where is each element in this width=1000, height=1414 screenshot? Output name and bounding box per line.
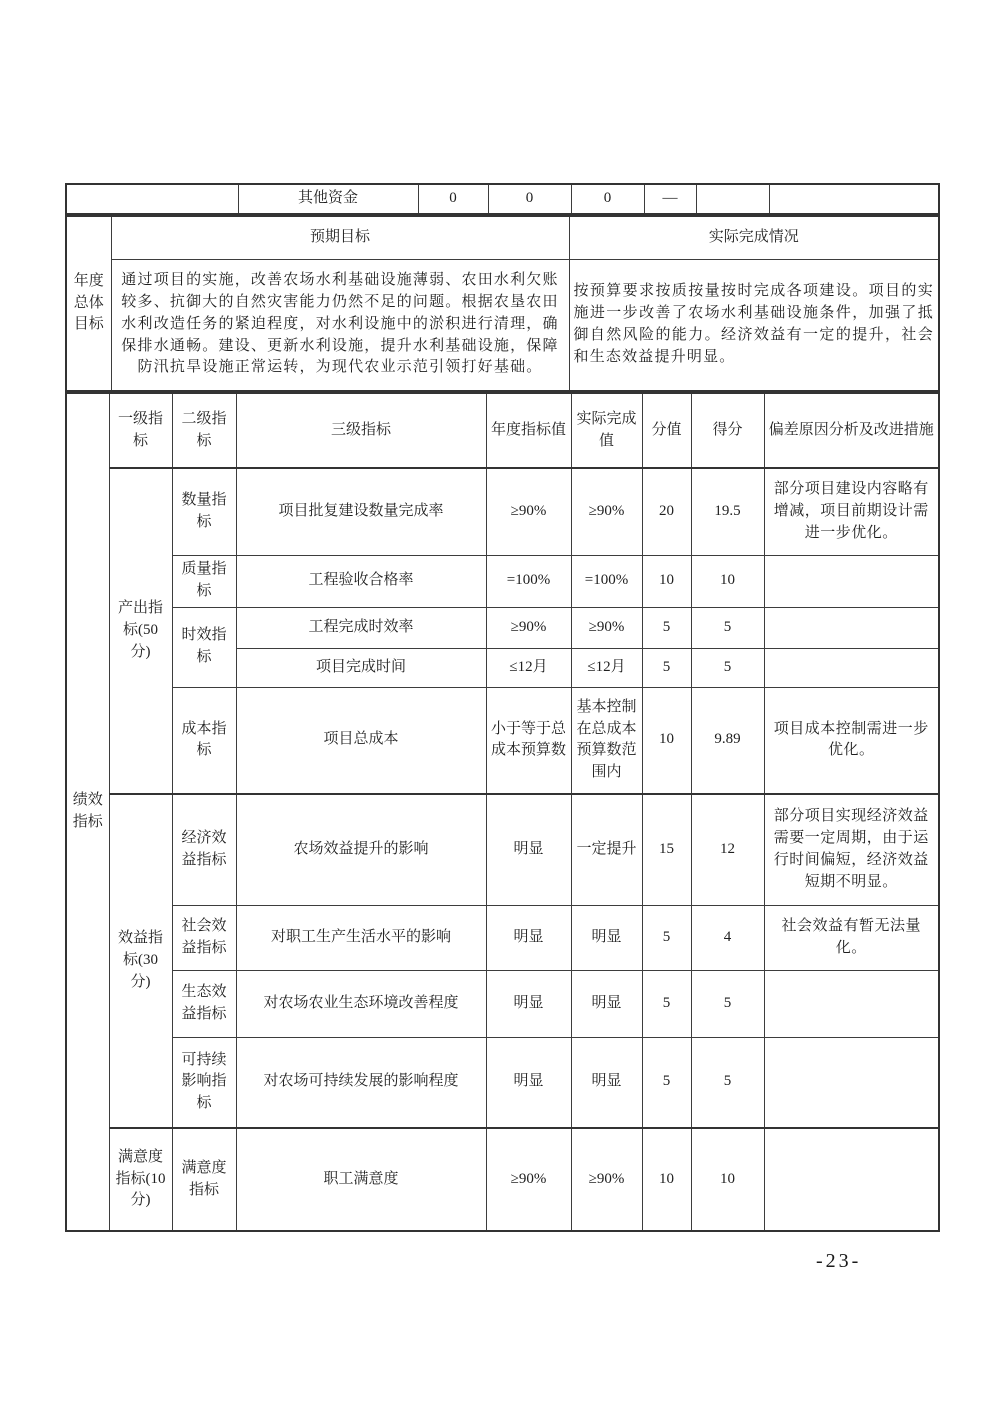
deviation-cell bbox=[764, 555, 939, 607]
level3-cell: 职工满意度 bbox=[236, 1128, 486, 1231]
level3-cell: 项目总成本 bbox=[236, 687, 486, 794]
score-cell: 10 bbox=[691, 555, 764, 607]
goal-row-label: 年度总体目标 bbox=[66, 216, 111, 391]
target-cell: ≤12月 bbox=[486, 648, 571, 687]
score-cell: 5 bbox=[691, 970, 764, 1037]
target-cell: ≥90% bbox=[486, 1128, 571, 1231]
header-max-score: 分值 bbox=[642, 393, 691, 468]
max-score-cell: 5 bbox=[642, 970, 691, 1037]
target-cell: ≥90% bbox=[486, 607, 571, 648]
deviation-cell: 部分项目建设内容略有增减，项目前期设计需进一步优化。 bbox=[764, 468, 939, 555]
indicator-row bbox=[66, 905, 939, 970]
level2-cell: 可持续影响指标 bbox=[172, 1037, 236, 1128]
indicator-row bbox=[66, 794, 939, 905]
annual-goal-table bbox=[65, 215, 940, 392]
target-cell: 小于等于总成本预算数 bbox=[486, 687, 571, 794]
level2-cell: 成本指标 bbox=[172, 687, 236, 794]
score-cell: 5 bbox=[691, 1037, 764, 1128]
funding-empty-cell bbox=[66, 184, 238, 214]
funding-row bbox=[66, 184, 939, 214]
level1-output: 产出指标(50分) bbox=[109, 468, 172, 794]
score-cell: 19.5 bbox=[691, 468, 764, 555]
target-cell: 明显 bbox=[486, 1037, 571, 1128]
level1-benefit: 效益指标(30分) bbox=[109, 794, 172, 1128]
actual-cell: ≥90% bbox=[571, 1128, 642, 1231]
level3-cell: 对农场农业生态环境改善程度 bbox=[236, 970, 486, 1037]
max-score-cell: 10 bbox=[642, 1128, 691, 1231]
deviation-cell bbox=[764, 607, 939, 648]
level3-cell: 工程验收合格率 bbox=[236, 555, 486, 607]
score-cell: 12 bbox=[691, 794, 764, 905]
expected-goal-header: 预期目标 bbox=[111, 216, 569, 259]
report-tables bbox=[65, 183, 938, 1232]
target-cell: 明显 bbox=[486, 905, 571, 970]
max-score-cell: 10 bbox=[642, 687, 691, 794]
indicator-table bbox=[65, 392, 940, 1232]
max-score-cell: 10 bbox=[642, 555, 691, 607]
indicator-row bbox=[66, 970, 939, 1037]
level1-satisfaction: 满意度指标(10分) bbox=[109, 1128, 172, 1231]
header-target: 年度指标值 bbox=[486, 393, 571, 468]
funding-value-cell: 0 bbox=[488, 184, 571, 214]
level3-cell: 对农场可持续发展的影响程度 bbox=[236, 1037, 486, 1128]
max-score-cell: 5 bbox=[642, 1037, 691, 1128]
indicator-row bbox=[66, 687, 939, 794]
indicator-row bbox=[66, 1128, 939, 1231]
actual-cell: ≥90% bbox=[571, 468, 642, 555]
indicator-row bbox=[66, 555, 939, 607]
deviation-cell bbox=[764, 648, 939, 687]
goal-header-row bbox=[66, 216, 939, 259]
max-score-cell: 20 bbox=[642, 468, 691, 555]
funding-row-table bbox=[65, 183, 940, 215]
deviation-cell: 社会效益有暂无法量化。 bbox=[764, 905, 939, 970]
level2-cell: 经济效益指标 bbox=[172, 794, 236, 905]
indicator-row bbox=[66, 607, 939, 648]
actual-cell: =100% bbox=[571, 555, 642, 607]
header-score: 得分 bbox=[691, 393, 764, 468]
funding-value-cell: 0 bbox=[418, 184, 488, 214]
header-level1: 一级指标 bbox=[109, 393, 172, 468]
header-deviation: 偏差原因分析及改进措施 bbox=[764, 393, 939, 468]
performance-row-label: 绩效指标 bbox=[66, 393, 109, 1231]
target-cell: 明显 bbox=[486, 970, 571, 1037]
indicator-row bbox=[66, 468, 939, 555]
header-level3: 三级指标 bbox=[236, 393, 486, 468]
target-cell: =100% bbox=[486, 555, 571, 607]
level2-cell: 生态效益指标 bbox=[172, 970, 236, 1037]
expected-goal-text: 通过项目的实施，改善农场水利基础设施薄弱、农田水利欠账较多、抗御大的自然灾害能力仍然不足的问题。根据农垦农田水利改造任务的紧迫程度，对水利设施中的淤积进行清理，确保排水通畅。建设、更新水利设施，提升水利基础设施，保障防汛抗旱设施正常运转，为现代农业示范引领打好基础。 bbox=[111, 259, 569, 391]
level3-cell: 项目完成时间 bbox=[236, 648, 486, 687]
header-level2: 二级指标 bbox=[172, 393, 236, 468]
actual-completion-text: 按预算要求按质按量按时完成各项建设。项目的实施进一步改善了农场水利基础设施条件，加强了抵御自然风险的能力。经济效益有一定的提升，社会和生态效益提升明显。 bbox=[569, 259, 939, 391]
actual-cell: 基本控制在总成本预算数范围内 bbox=[571, 687, 642, 794]
level2-cell: 质量指标 bbox=[172, 555, 236, 607]
max-score-cell: 5 bbox=[642, 648, 691, 687]
level2-cell: 数量指标 bbox=[172, 468, 236, 555]
score-cell: 9.89 bbox=[691, 687, 764, 794]
actual-cell: 一定提升 bbox=[571, 794, 642, 905]
level3-cell: 项目批复建设数量完成率 bbox=[236, 468, 486, 555]
level3-cell: 农场效益提升的影响 bbox=[236, 794, 486, 905]
funding-value-cell: 0 bbox=[571, 184, 644, 214]
actual-cell: 明显 bbox=[571, 905, 642, 970]
indicator-header-row bbox=[66, 393, 939, 468]
funding-label-cell: 其他资金 bbox=[238, 184, 418, 214]
score-cell: 5 bbox=[691, 648, 764, 687]
funding-dash-cell: — bbox=[644, 184, 696, 214]
target-cell: 明显 bbox=[486, 794, 571, 905]
actual-cell: ≥90% bbox=[571, 607, 642, 648]
funding-empty-cell bbox=[769, 184, 939, 214]
deviation-cell bbox=[764, 970, 939, 1037]
funding-empty-cell bbox=[696, 184, 769, 214]
score-cell: 4 bbox=[691, 905, 764, 970]
goal-body-row bbox=[66, 259, 939, 391]
deviation-cell: 项目成本控制需进一步优化。 bbox=[764, 687, 939, 794]
max-score-cell: 15 bbox=[642, 794, 691, 905]
level2-cell: 满意度指标 bbox=[172, 1128, 236, 1231]
actual-cell: ≤12月 bbox=[571, 648, 642, 687]
actual-cell: 明显 bbox=[571, 970, 642, 1037]
score-cell: 5 bbox=[691, 607, 764, 648]
deviation-cell: 部分项目实现经济效益需要一定周期，由于运行时间偏短，经济效益短期不明显。 bbox=[764, 794, 939, 905]
indicator-row bbox=[66, 1037, 939, 1128]
level3-cell: 工程完成时效率 bbox=[236, 607, 486, 648]
max-score-cell: 5 bbox=[642, 607, 691, 648]
actual-completion-header: 实际完成情况 bbox=[569, 216, 939, 259]
actual-cell: 明显 bbox=[571, 1037, 642, 1128]
deviation-cell bbox=[764, 1128, 939, 1231]
max-score-cell: 5 bbox=[642, 905, 691, 970]
level2-cell: 时效指标 bbox=[172, 607, 236, 687]
score-cell: 10 bbox=[691, 1128, 764, 1231]
deviation-cell bbox=[764, 1037, 939, 1128]
level3-cell: 对职工生产生活水平的影响 bbox=[236, 905, 486, 970]
header-actual: 实际完成值 bbox=[571, 393, 642, 468]
page-number: -23- bbox=[816, 1250, 862, 1272]
level2-cell: 社会效益指标 bbox=[172, 905, 236, 970]
target-cell: ≥90% bbox=[486, 468, 571, 555]
